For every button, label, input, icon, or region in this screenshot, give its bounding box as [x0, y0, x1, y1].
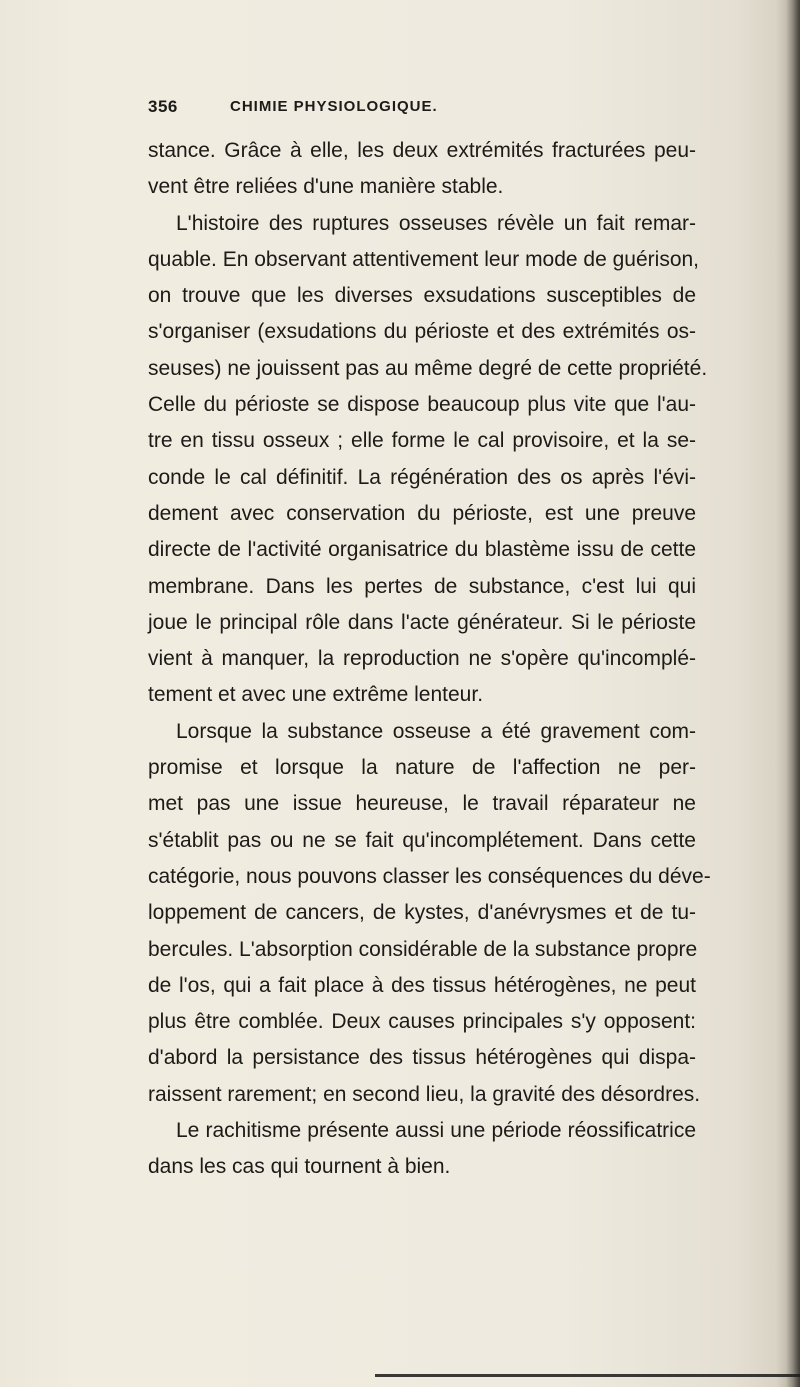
text-line: d'abord la persistance des tissus hétérogènes qui dispa- — [148, 1046, 696, 1070]
text-line: tre en tissu osseux ; elle forme le cal provisoire, et la se- — [148, 429, 696, 453]
text-line: bercules. L'absorption considérable de la substance propre — [148, 937, 698, 961]
text-line: loppement de cancers, de kystes, d'anévrysmes et de tu- — [148, 901, 696, 925]
text-line: stance. Grâce à elle, les deux extrémités fracturées peu- — [148, 139, 696, 162]
text-line: met pas une issue heureuse, le travail réparateur ne — [148, 792, 696, 816]
text-line: raissent rarement; en second lieu, la gravité des désordres. — [148, 1082, 701, 1106]
text-line: catégorie, nous pouvons classer les conséquences du déve- — [148, 864, 711, 888]
text-line: tement et avec une extrême lenteur. — [148, 683, 484, 707]
text-line: vent être reliées d'une manière stable. — [148, 175, 504, 199]
text-line: conde le cal définitif. La régénération des os après l'évi- — [148, 465, 696, 489]
page-bottom-border — [375, 1374, 800, 1377]
text-line: s'organiser (exsudations du périoste et des extrémités os- — [148, 320, 696, 344]
text-line: vient à manquer, la reproduction ne s'opère qu'incomplé- — [148, 647, 696, 671]
text-line: L'histoire des ruptures osseuses révèle un fait remar- — [176, 211, 696, 235]
text-line: directe de l'activité organisatrice du blastème issu de cette — [148, 538, 696, 562]
text-line: Celle du périoste se dispose beaucoup plus vite que l'au- — [148, 393, 696, 417]
page-header — [148, 97, 696, 125]
body-text — [148, 133, 711, 1186]
text-line: s'établit pas ou ne se fait qu'incomplétement. Dans cette — [148, 828, 696, 852]
text-line: seuses) ne jouissent pas au même degré de cette propriété. — [148, 356, 708, 380]
text-line: Le rachitisme présente aussi une période réossificatrice — [176, 1119, 696, 1143]
text-line: dement avec conservation du périoste, est une preuve — [148, 501, 696, 525]
text-line: membrane. Dans les pertes de substance, c'est lui qui — [148, 574, 696, 598]
text-line: quable. En observant attentivement leur mode de guérison, — [148, 247, 700, 271]
running-title: CHIMIE PHYSIOLOGIQUE. — [230, 98, 438, 115]
page-edge-shadow — [786, 0, 800, 1387]
text-line: promise et lorsque la nature de l'affection ne per- — [148, 756, 696, 780]
text-line: joue le principal rôle dans l'acte générateur. Si le périoste — [148, 610, 696, 634]
text-line: de l'os, qui a fait place à des tissus hétérogènes, ne peut — [148, 973, 696, 997]
page-number: 356 — [148, 97, 178, 116]
text-line: dans les cas qui tournent à bien. — [148, 1155, 451, 1179]
text-line: on trouve que les diverses exsudations susceptibles de — [148, 284, 696, 308]
text-line: plus être comblée. Deux causes principales s'y opposent: — [148, 1010, 696, 1034]
text-line: Lorsque la substance osseuse a été gravement com- — [176, 719, 696, 743]
